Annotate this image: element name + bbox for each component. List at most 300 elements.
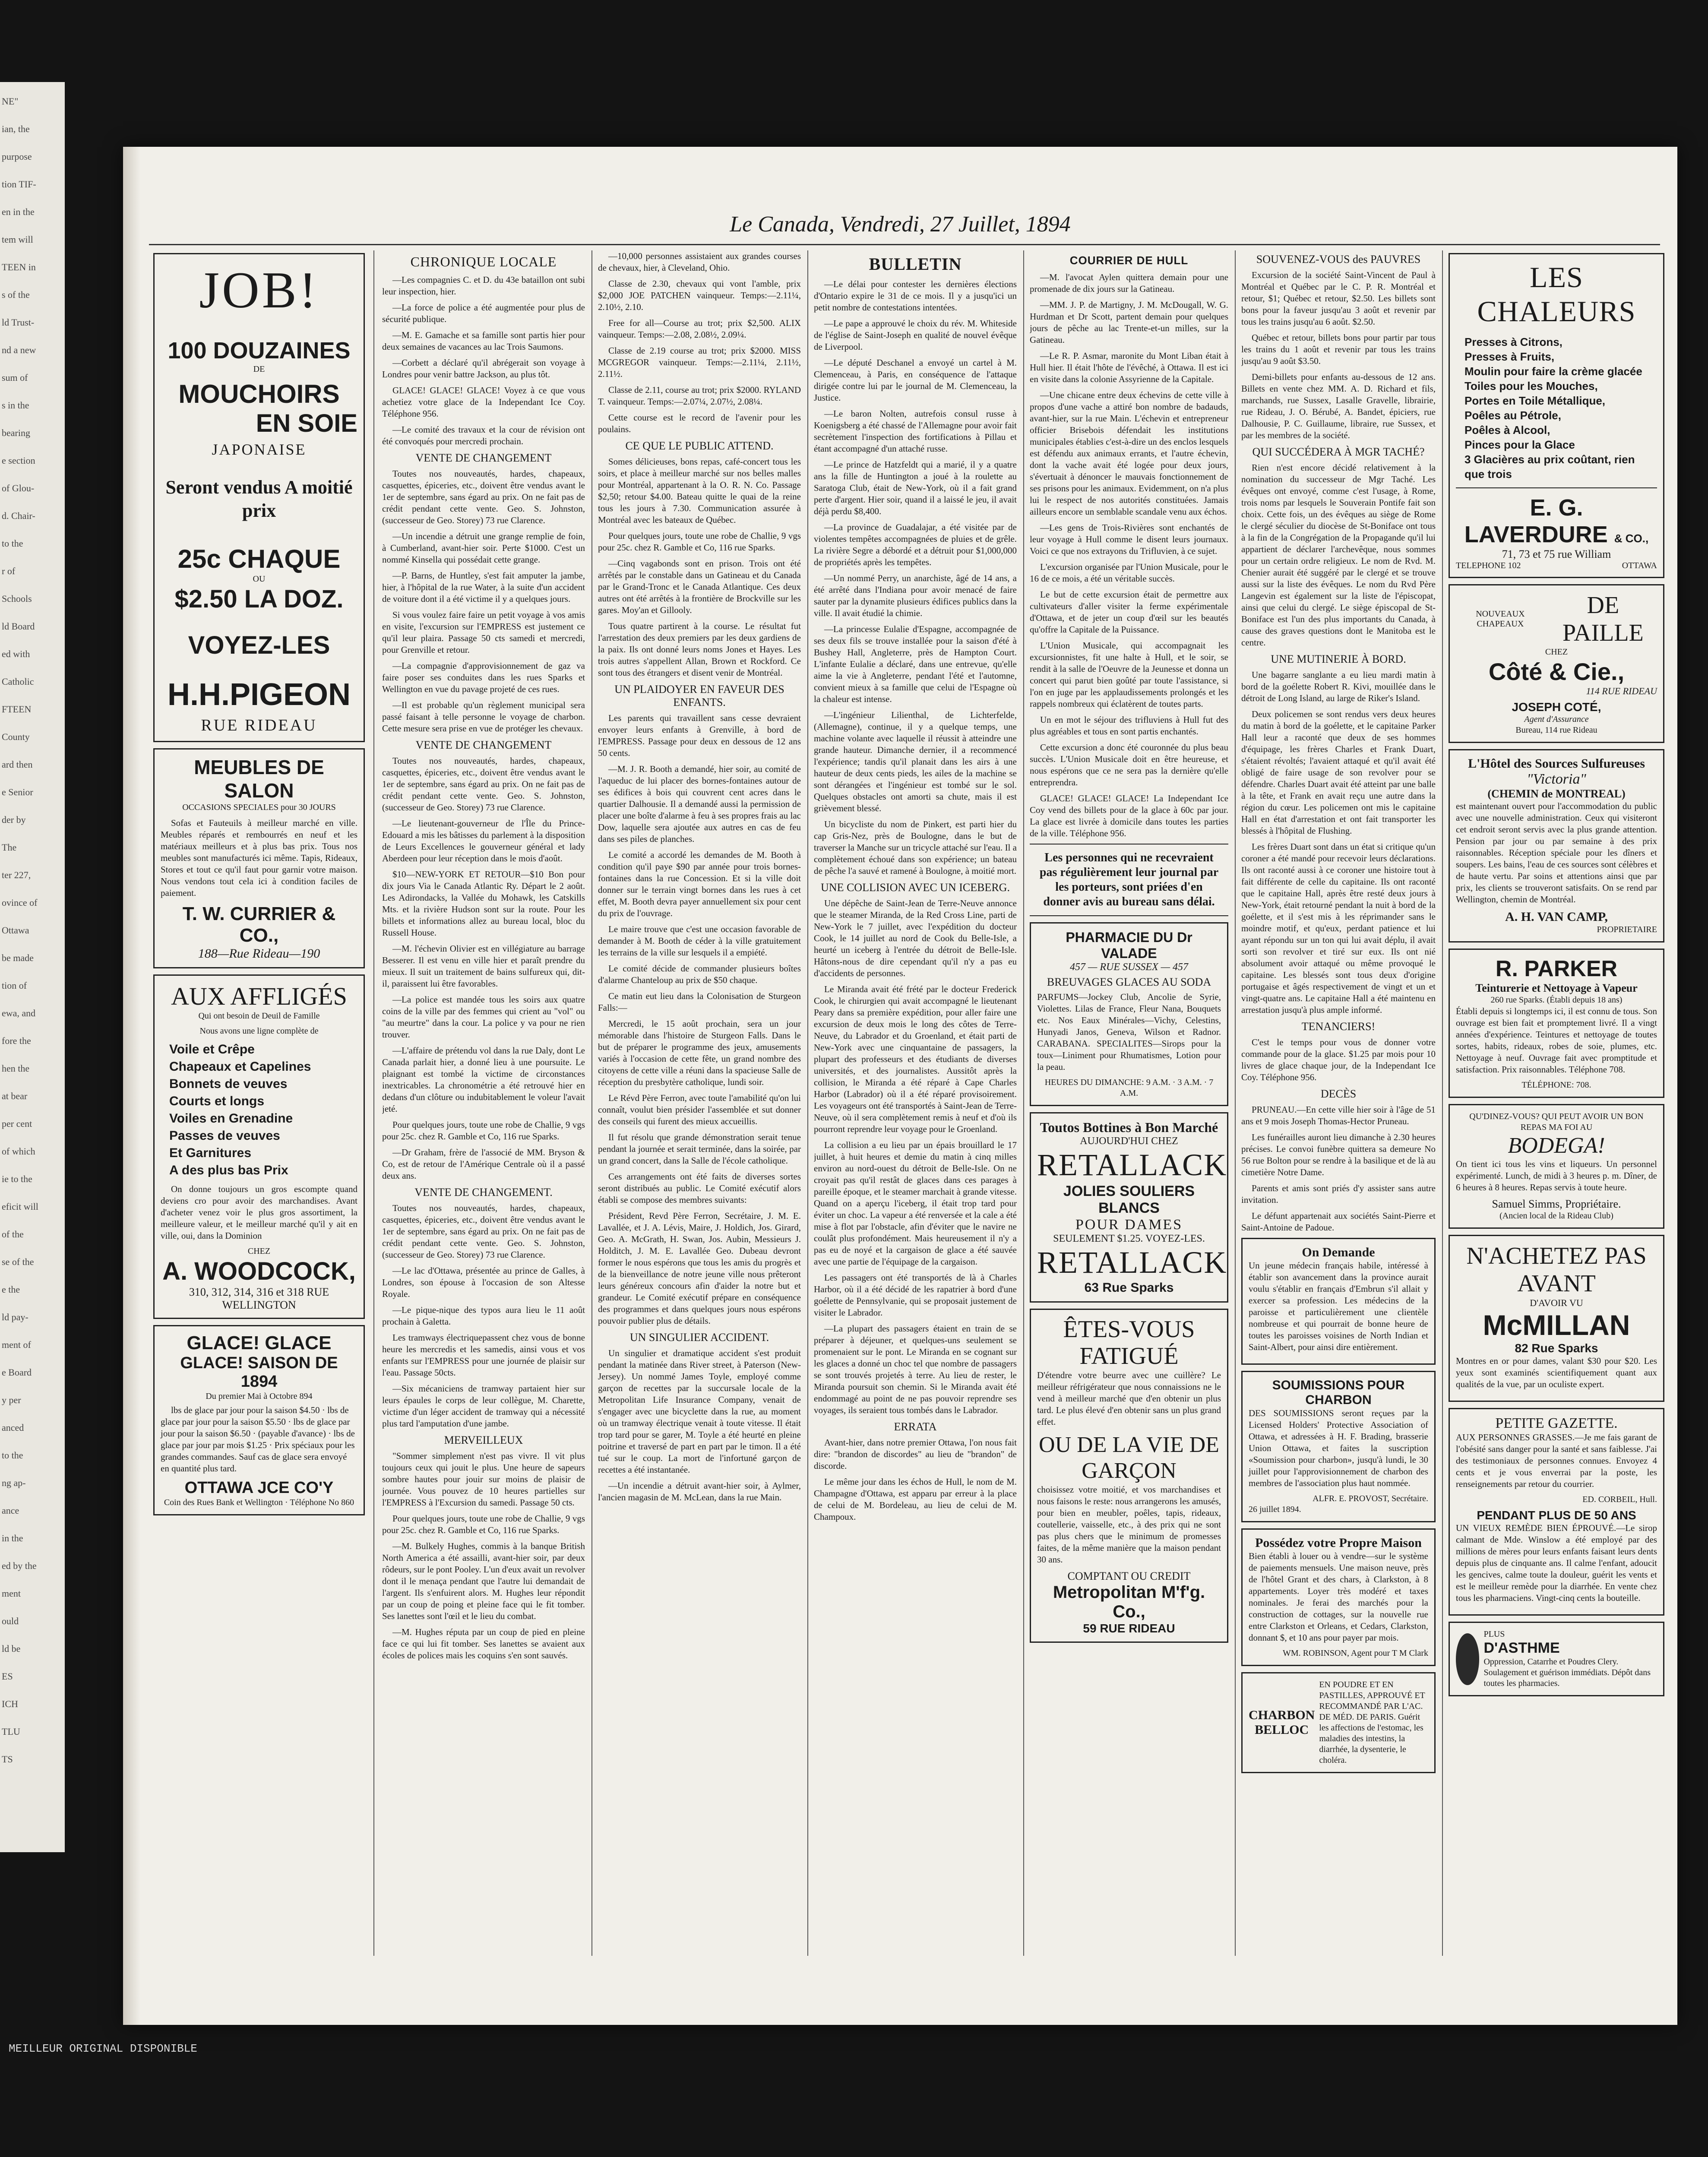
parker-sub: Teinturerie et Nettoyage à Vapeur	[1475, 982, 1638, 994]
newspaper-page	[123, 147, 1677, 2025]
article-paragraph: —L'affaire de prétendu vol dans la rue Daly, dont Le Canada parlait hier, a donné lieu à une poursuite. Le plaignant est tombé la victime de circonstances inextricables. La chronométrie a été retrouvé hier en dedans d'un clôture ou indubitablement le voleur l'avait jeté.	[382, 1045, 585, 1114]
article-paragraph: "Sommer simplement n'est pas vivre. Il vit plus toujours ceux qui jouit le plus. Une heure de sapeurs sombre hautes pour jouir sur moins de plaisir de journée. Vous pouvez de 10 heures partielles sur l'EMPRESS à l'Excursion du samedi. Passage 50 cts.	[382, 1451, 585, 1508]
previous-page-fragment: nd a new	[2, 345, 36, 355]
previous-page-edge	[0, 82, 65, 1852]
charbon-word: CHARBON	[1249, 1708, 1315, 1722]
previous-page-fragment: ed by the	[2, 1560, 37, 1571]
valade-text: PARFUMS—Jockey Club, Ancolie de Syrie, Violettes. Lilas de France, Fleur Nana, Bouquets etc. Nos Eaux Minérales—Vichy, Celestins, Hunyadi Janos, Geneva, Wilson et Radnor. CARABANA. SPECIALITES—Sirops pour la toux—Liniment pour Rhumatismes, Lotion pour la peau.	[1037, 992, 1221, 1072]
previous-page-fragment: y per	[2, 1395, 21, 1405]
page-fold	[123, 147, 140, 2025]
column-5	[1030, 250, 1228, 1956]
previous-page-fragment: anced	[2, 1422, 24, 1433]
article-paragraph: Les tramways électriquepassent chez vous de bonne heure les mercredis et les samedis, ainsi vous et vos enfants sur l'EMPRESS pour une journée de plaisir sur l'eau. Passage 50cts.	[382, 1332, 585, 1378]
article-paragraph: Pour quelques jours, toute une robe de Challie, 9 vgs pour 25c. chez R. Gamble et Co, 116 rue Sparks.	[382, 1120, 585, 1142]
asthme-logo-icon	[1456, 1633, 1479, 1685]
previous-page-fragment: to the	[2, 1450, 23, 1461]
hotel-chemin: (CHEMIN de MONTREAL)	[1487, 788, 1626, 800]
affliges-title: AUX AFFLIGÉS	[171, 982, 347, 1010]
previous-page-fragment: ES	[2, 1671, 13, 1682]
article-paragraph: Classe de 2.11, course au trot; prix $2000. RYLAND T. vainqueur. Temps:—2.07¼, 2.07½, 2.08¼.	[598, 385, 801, 407]
cote-name: Côté & Cie.,	[1488, 658, 1625, 685]
errata-heading: ERRATA	[894, 1420, 937, 1433]
column-3	[598, 250, 801, 1956]
article-paragraph: —Le prince de Hatzfeldt qui a marié, il y a quatre ans la fille de Huntington a joué à la roulette au Saratoga Club, était de New-York, où il a fait grand perte d'argent. Hier soir, quand il a laissé le jeu, il avait déjà perdu $8,400.	[814, 459, 1017, 516]
glace-saison-sub: Du premier Mai à Octobre 894	[206, 1392, 313, 1401]
joseph-sub: Agent d'Assurance	[1524, 715, 1589, 724]
chronique-heading: CHRONIQUE LOCALE	[410, 254, 557, 269]
hotel-text: est maintenant ouvert pour l'accommodation du public avec une nouvelle administration. Ceux qui visiteront cet endroit seront servis avec la plus grande attention. Pension par jour ou par semaine à des prix raisonnables. Réception spéciale pour les dîners et soupers. Les bains, l'eau de ces sources sont célèbres et de haute vertu. Par soins et attentions ainsi que par prix, les clients se trouveront satisfaits. On se rend par Wellington, chemin de Montréal.	[1456, 801, 1657, 905]
article-paragraph: —Le R. P. Asmar, maronite du Mont Liban était à Hull hier. Il était l'hôte de l'évêché, à Ottawa. Il est ici en visite dans la colonie Assyrienne de la Capitale.	[1030, 351, 1228, 384]
de-label: DE	[253, 364, 265, 374]
pauvres-paras	[1241, 269, 1436, 441]
previous-page-fragment: FTEEN	[2, 704, 32, 715]
article-paragraph: —Le baron Nolten, autrefois consul russe à Koenigsberg a été chassé de l'Allemagne pour avoir fait secrètement l'inspection des fortifications à Pillau et étant accompagné d'un attaché russe.	[814, 408, 1017, 454]
article-paragraph: Le but de cette excursion était de permettre aux cultivateurs d'aller visiter la ferme expérimentale d'Ottawa, et de jeter un coup d'œil sur les beautés qu'offre la Capitale de la Puissance.	[1030, 589, 1228, 635]
article-paragraph: Le même jour dans les échos de Hull, le nom de M. Champagne d'Ottawa, est apparu par erreur à la place de celui de M. Bordeleau, au lieu de celui de M. Champoux.	[814, 1477, 1017, 1522]
chez-label: CHEZ	[247, 1246, 271, 1256]
soumissions-sign: ALFR. E. PROVOST, Secrétaire.	[1313, 1494, 1428, 1503]
article-paragraph: Président, Revd Père Ferron, Secrétaire, J. M. E. Lavallée, et J. A. Lévis, Maire, J. Holdich, Jos. Girard, Geo. A. McGrath, H. Swan, Jos. Aubin, Messieurs J. Holditch, J. M. E. Lavallée Geo. Dubeau devront former le nous espérons que tous les amis du progrès et de la bienveillance de notre jeune ville nous prêteront leurs généreux concours afin d'aider la notre but et grandeur. Le Comité exécutif prépare en conséquence des programmes et dans quelques jours nous espérons pouvoir publier plus de détails.	[598, 1211, 801, 1326]
previous-page-fragment: en in the	[2, 206, 35, 217]
article-paragraph: Toutes nos nouveautés, hardes, chapeaux, casquettes, épiceries, etc., doivent être vendus avant le 1er de septembre, sans égard au prix. On ne fait pas de crédit pendant cette vente. Geo. S. Johnston, (successeur de Geo. Storey) 73 rue Clarence.	[382, 756, 585, 813]
article-paragraph: L'Union Musicale, qui accompagnait les excursionnistes, fit une halte à Hull, et le soir, se rendit à la salle de l'Oeuvre de la Jeunesse et donna un concert qui parut bien goûté par toute l'assistance, si l'on en juge par les applaudissements prolongés et les rappels nombreux qui éclatèrent de toutes parts.	[1030, 640, 1228, 709]
laverdure-name	[1456, 494, 1657, 548]
metropolitan-name: Metropolitan M'f'g. Co.,	[1053, 1583, 1205, 1621]
article-paragraph: —Le comité des travaux et la cour de révision ont été convoqués pour mercredi prochain.	[382, 424, 585, 446]
previous-page-fragment: of which	[2, 1146, 35, 1157]
jolies-souliers: JOLIES SOULIERS BLANCS	[1063, 1183, 1195, 1216]
article-paragraph: Les frères Duart sont dans un état si critique qu'un coroner a été mandé pour recevoir leurs déclarations. Ils ont raconté aussi à ce coroner une histoire tout à fait différente de celle du capitaine. Ils ont raconté que le capitaine Hall, après être resté deux jours à New-York, était retourné pendant la nuit à bord de la goélette, et il s'est mis à les réprimander sans le moindre motif, et qu'eux, perdant patience et lui ayant répondu sur un ton qui lui avait déplu, il avait sorti son revolver et tiré sur eux. Ils ont nié absolument avoir attaqué ou même provoqué le capitaine. Les blessés sont tous deux d'origine portugaise et âgés respectivement de vingt et un et vingt-quatre ans. Le capitaine Hall a été maintenu en arrestation jusqu'à plus ample informé.	[1241, 841, 1436, 1015]
soumissions-text: DES SOUMISSIONS seront reçues par la Licensed Holders' Protective Association of Ottawa, et adressées à H. F. Brading, brasserie Union Ottawa, et faites la suscription «Soumission pour charbon», jusqu'à lundi, le 30 juillet pour l'approvisionnement de charbon des membres de l'association plus haut nommée.	[1249, 1408, 1428, 1488]
article-paragraph: Un en mot le séjour des trifluviens à Hull fut des plus agréables et tous en sont partis enchantés.	[1030, 715, 1228, 737]
column-rule	[1442, 250, 1443, 1956]
article-paragraph: —Il est probable qu'un règlement municipal sera passé faisant à telle personne le voyage de charbon. Cette mesure sera prise en vue de protéger les chevaux.	[382, 700, 585, 734]
vente-heading: VENTE DE CHANGEMENT	[415, 452, 552, 464]
article-paragraph: Cette excursion a donc été couronnée du plus beau succès. L'Union Musicale doit en être heureuse, et nous espérons que ce ne sera pas la dernière qu'elle entreprendra.	[1030, 742, 1228, 788]
valade-ad	[1030, 922, 1228, 1106]
fatigue-text: D'étendre votre beurre avec une cuillère? Le meilleur réfrigérateur que nous connaissions ne le vend à meilleur marché que d'en obtenir un plus tard. Le plus élevé d'en obtenir sans un plus grand effet.	[1037, 1370, 1221, 1427]
seulement: SEULEMENT $1.25. VOYEZ-LES.	[1053, 1233, 1205, 1244]
vendus-moitie-prix: Seront vendus A moitié prix	[165, 477, 353, 521]
previous-page-fragment: at bear	[2, 1091, 28, 1101]
paille-label: DE PAILLE	[1563, 592, 1644, 646]
chaleurs-item: Presses à Citrons,	[1464, 335, 1563, 348]
pour-dames: POUR DAMES	[1075, 1217, 1183, 1233]
mcmillan-name: McMILLAN	[1483, 1309, 1630, 1341]
notice: Les personnes qui ne recevraient pas régulièrement leur journal par les porteurs, sont priées d'en donner avis au bureau sans délai.	[1030, 844, 1228, 916]
article-paragraph: GLACE! GLACE! GLACE! La Independant Ice Coy vend des billets pour de la glace à 60c par jour. La glace est livrée à domicile dans toutes les parties de la ville. Téléphone 956.	[1030, 793, 1228, 838]
article-paragraph: Avant-hier, dans notre premier Ottawa, l'on nous fait dire: "brandon de discordes" au lieu de "brandon" de discorde.	[814, 1437, 1017, 1471]
meubles-title: MEUBLES DE SALON	[194, 756, 324, 802]
chronique-paras	[382, 274, 585, 447]
charbon-ad	[1241, 1672, 1436, 1773]
article-paragraph: —Dr Graham, frère de l'associé de MM. Bryson & Co, est de retour de l'Amérique Centrale où il a passé deux ans.	[382, 1147, 585, 1181]
previous-page-fragment: fore the	[2, 1035, 31, 1046]
bodega-name: BODEGA!	[1508, 1133, 1605, 1158]
article-paragraph: Le comité décide de commander plusieurs boîtes d'alarme Chanteloup au prix de $50 chaque.	[598, 963, 801, 985]
accident-paras	[598, 1347, 801, 1503]
archive-footer-label: MEILLEUR ORIGINAL DISPONIBLE	[9, 2042, 197, 2055]
retallack-sub: AUJOURD'HUI CHEZ	[1080, 1135, 1178, 1147]
article-paragraph: —La force de police a été augmentée pour plus de sécurité publique.	[382, 302, 585, 324]
vente-heading-2: VENTE DE CHANGEMENT	[415, 739, 552, 751]
article-paragraph: Si vous voulez faire faire un petit voyage à vos amis en visite, l'excursion sur l'EMPRESS est justement ce qu'il leur plaira. Passage 50 cts samedi et mercredi, pour Grenville et retour.	[382, 610, 585, 655]
previous-page-fragment: ld be	[2, 1643, 21, 1654]
tache-heading: QUI SUCCÉDERA À MGR TACHÉ?	[1252, 446, 1425, 458]
demande-ad	[1241, 1238, 1436, 1365]
fatigue-title: ÊTES-VOUS FATIGUÉ	[1063, 1316, 1195, 1369]
ottawa-ice-name: OTTAWA JCE CO'Y	[184, 1479, 334, 1497]
article-paragraph: Parents et amis sont priés d'y assister sans autre invitation.	[1241, 1183, 1436, 1205]
courses-paras	[598, 250, 801, 435]
hotel-title: L'Hôtel des Sources Sulfureuses	[1468, 756, 1645, 771]
soumissions-date: 26 juillet 1894.	[1249, 1505, 1301, 1514]
previous-page-fragment: TEEN in	[2, 262, 36, 272]
article-paragraph: $10—NEW-YORK ET RETOUR—$10 Bon pour dix jours Via le Canada Atlantic Ry. Départ le 2 août. Les Adirondacks, la Vallée du Mohawk, les Catskills Mts. et la rivière Hudson sont sur la route. Pour les billets et informations allez au bureau local, bloc du Russell House.	[382, 869, 585, 938]
affliges-item: Bonnets de veuves	[169, 1077, 288, 1091]
metropolitan-ad	[1030, 1309, 1228, 1643]
previous-page-fragment: e Board	[2, 1367, 32, 1378]
chaleurs-list	[1456, 335, 1657, 481]
previous-page-fragment: ance	[2, 1505, 19, 1516]
article-paragraph: —M. Bulkely Hughes, commis à la banque British North America a été assailli, avant-hier soir, par deux rôdeurs, sur le pont Pooley. L'un d'eux avait un revolver dont il le menaça pendant que l'autre lui demandait de l'argent. Ils s'enfuirent alors. M. Hughes leur répondit par un coup de poing et pleine face qui le fit tomber. Ses lanettes sont l'œil et le lieu du combat.	[382, 1541, 585, 1621]
laverdure-name-text: E. G. LAVERDURE	[1464, 495, 1608, 547]
previous-page-fragment: e Senior	[2, 787, 33, 797]
previous-page-fragment: of Glou-	[2, 483, 35, 493]
affliges-item: Voiles en Grenadine	[169, 1111, 293, 1126]
article-paragraph: —L'ingénieur Lilienthal, de Lichterfelde, (Allemagne), continue, il y a quelque temps, une machine volante avec laquelle il réussit à atteindre une grande hauteur. Dimanche dernier, il a recommencé l'expérience; tandis qu'il planait dans les airs à une hauteur de deux cents pieds, les ailes de la machine se sont dérangées et l'ingénieur est tombé sur le sol. Quelques obstacles ont amorti sa chute, mais il est grièvement blessé.	[814, 710, 1017, 813]
glace-ad	[153, 1325, 365, 1515]
chaleurs-item: Moulin pour faire la crème glacée	[1464, 365, 1642, 378]
vente-heading-3: VENTE DE CHANGEMENT.	[414, 1186, 553, 1199]
soumissions-title: SOUMISSIONS POUR CHARBON	[1272, 1378, 1405, 1407]
currier-address: 188—Rue Rideau—190	[198, 946, 320, 961]
chaleurs-item: 3 Glacières au prix coûtant, rien que trois	[1464, 453, 1635, 481]
article-paragraph: Toutes nos nouveautés, hardes, chapeaux, casquettes, épiceries, etc., doivent être vendus avant le 1er de septembre, sans égard au prix. On ne fait pas de crédit pendant cette vente. Geo. S. Johnston, (successeur de Geo. Storey) 73 rue Clarence.	[382, 468, 585, 525]
retallack-name: RETALLACK	[1037, 1148, 1227, 1182]
column-1	[153, 250, 365, 1956]
douzaines: 100 DOUZAINES	[168, 338, 351, 364]
article-paragraph: Cette course est le record de l'avenir pour les poulains.	[598, 412, 801, 434]
article-paragraph: —La plupart des passagers étaient en train de se préparer à déjeuner, et quelques-uns seulement se promenaient sur le pont. Le Miranda en se cognant sur les glaces a donné un choc tel que nombre de passagers se sont trouvés projetés à terre. Au lieu de rester, le Miranda poursuit son chemin. Si le Miranda avait été endommagé au point de ne pas pouvoir reprendre ses voyages, ils seraient tous tombés dans le Labrador.	[814, 1323, 1017, 1415]
retallack-head: Toutos Bottines à Bon Marché	[1040, 1120, 1218, 1135]
column-rule	[807, 250, 808, 1956]
chaleurs-title: LES CHALEURS	[1477, 261, 1636, 328]
laverdure-co: & CO.,	[1614, 532, 1649, 545]
affliges-text-2: On donne toujours un gros escompte quand deviens cro pour avoir des marchandises. Avant d'acheter venez voir le plus gros assortiment, la meilleure valeur, et le meilleur marché qu'il y ait en ville, oui, dans la Dominion	[161, 1184, 357, 1241]
laverdure-tel: TELEPHONE 102	[1456, 561, 1521, 570]
previous-page-fragment: to the	[2, 538, 23, 549]
previous-page-fragment: hen the	[2, 1063, 30, 1074]
asthme-ad	[1449, 1622, 1664, 1696]
article-paragraph: Le Révd Père Ferron, avec toute l'amabilité qu'on lui connaît, voulut bien présider l'assemblée et sut donner des conseils qui furent des mieux accueillis.	[598, 1093, 801, 1126]
article-paragraph: —M. E. Gamache et sa famille sont partis hier pour deux semaines de vacances au lac Trois Saumons.	[382, 330, 585, 352]
retallack-ad	[1030, 1112, 1228, 1303]
chronique-paras-3	[382, 755, 585, 1182]
article-paragraph: Ces arrangements ont été faits de diverses sortes seront distribués au public. Le Comité exécutif alors établi se compose des membres suivants:	[598, 1171, 801, 1205]
public-paras	[598, 456, 801, 679]
iceberg-paras	[814, 898, 1017, 1416]
mcmillan-text: Montres en or pour dames, valant $30 pour $20. Les yeux sont examinés scientifiquement quant aux qualités de la vue, par un oculiste expert.	[1456, 1356, 1657, 1389]
job-ad	[153, 253, 365, 742]
previous-page-fragment: d. Chair-	[2, 510, 35, 521]
article-paragraph: —Le député Deschanel a envoyé un cartel à M. Clemenceau, à Paris, en conséquence de l'attaque dirigée contre lui par le journal de M. Clemenceau, la Justice.	[814, 357, 1017, 403]
article-paragraph: Il fut résolu que grande démonstration serait tenue pendant la journée et serait terminée, dans la soirée, par un grand concert, dans la Salle de l'école catholique.	[598, 1132, 801, 1166]
woodcock-address: 310, 312, 314, 316 et 318 RUE WELLINGTON	[189, 1286, 329, 1311]
tache-paras	[1241, 462, 1436, 648]
previous-page-fragment: der by	[2, 814, 26, 825]
japonaise: JAPONAISE	[212, 441, 307, 458]
previous-page-fragment: se of the	[2, 1256, 34, 1267]
article-paragraph: La collision a eu lieu par un épais brouillard le 17 juillet, à huit heures et demie du matin à cinq milles environ au nord-ouest du détroit de Belle-Isle. On ne croyait pas qu'il restât de glaces dans ces parages à pareille époque, et le steamer marchait à grande vitesse. Quand on a aperçu l'iceberg, il était trop tard pour éviter un choc. La vapeur a été renversée et la cale a été mise à flot par l'obstacle, afin d'éviter que le navire ne coulât plus profondément. Mais heureusement il n'y a pas eu de noyé et la cargaison de glace a été sauvée avec une partie de l'équipage de la cargaison.	[814, 1140, 1017, 1267]
voyez-les: VOYEZ-LES	[188, 631, 330, 659]
column-4	[814, 250, 1017, 1956]
mutinerie-paras	[1241, 669, 1436, 1016]
article-paragraph: Classe de 2.19 course au trot; prix $2000. MISS MCGREGOR vainqueur. Temps:—2.11¼, 2.11½, 2.11½.	[598, 345, 801, 379]
previous-page-fragment: be made	[2, 952, 34, 963]
previous-page-fragment: eficit will	[2, 1201, 38, 1212]
pigeon-address: RUE RIDEAU	[201, 716, 317, 734]
article-paragraph: —Les compagnies C. et D. du 43e bataillon ont subi leur inspection, hier.	[382, 275, 585, 297]
demande-text: Un jeune médecin français habile, intéressé à établir son avancement dans la province aurait voulu s'établir en français d'Embrun s'il allait y exercer sa profession. Les médecins de la paroisse et particulièrement une clientèle nombreuse et qui pourrait de bonne heure de toutes les paroisses voisines de North Indian et Saint-Albert, pour ainsi dire entièrement.	[1249, 1260, 1428, 1352]
deces-paras	[1241, 1104, 1436, 1233]
vancamp-sub: PROPRIETAIRE	[1597, 925, 1657, 934]
article-paragraph: Le Miranda avait été frété par le docteur Frederick Cook, le chirurgien qui avait accompagné le lieutenant Peary dans sa première expédition, pour aller faire une excursion de deux mois le long des côtes de Terre-Neuve, du Labrador et du Groenland, et était parti de New-York avec une cinquantaine de passagers, la plupart des professeurs et des étudiants de diverses universités, et des journalistes. Aussitôt après la collision, le Miranda a été réparé à Cape Charles Harbor (Labrador) où il a été réparé provisoirement. Les voyageurs ont été transportés à Saint-Jean de Terre-Neuve, où il sera complètement remis à neuf et d'où ils pourront reprendre leur voyage pour le Groenland.	[814, 984, 1017, 1134]
previous-page-fragment: purpose	[2, 151, 32, 162]
laverdure-city: OTTAWA	[1622, 561, 1657, 570]
tenanciers-heading: TENANCIERS!	[1301, 1020, 1376, 1033]
article-paragraph: Le défunt appartenait aux sociétés Saint-Pierre et Saint-Antoine de Padoue.	[1241, 1211, 1436, 1233]
courrier-paras	[1030, 272, 1228, 839]
article-paragraph: Excursion de la société Saint-Vincent de Paul à Montréal et Québec par le C. P. R. Montréal et retour, $1; Québec et retour, $2.50. Les billets sont bons pour la faveur jusqu'au 3 août et revenir par tous les trains jusqu'au 6 août. $2.50.	[1241, 270, 1436, 327]
ottawa-ice-address: Coin des Rues Bank et Wellington · Téléphone No 860	[164, 1498, 354, 1507]
pauvres-heading: SOUVENEZ-VOUS des PAUVRES	[1256, 253, 1421, 266]
achetez: N'ACHETEZ PAS AVANT	[1466, 1243, 1647, 1297]
column-rule	[1023, 250, 1024, 1956]
bulletin-heading: BULLETIN	[869, 254, 962, 274]
bodega-text: On tient ici tous les vins et liqueurs. Un personnel expérimenté. Lunch, de midi à 3 heures p. m. Dîner, de 6 heures à 8 heures. Repas servis à toute heure.	[1456, 1159, 1657, 1192]
article-paragraph: —La police est mandée tous les soirs aux quatre coins de la ville par des femmes qui crient au "vol" ou "au meurtre" dans la cour. La police y va pour ne rien trouver.	[382, 994, 585, 1040]
article-paragraph: Le comité a accordé les demandes de M. Booth à condition qu'il paye $90 par année pour trois bornes-fontaines dans la rue Concession. Et si la ville doit donner sur le terrain vingt bornes dans les rues à cet effet, M. Booth devra payer annuellement six pour cent du prix de l'ouvrage.	[598, 850, 801, 918]
article-paragraph: —La compagnie d'approvisionnement de gaz va faire poser ses conduites dans les rues Sparks et Wellington en vue du pavage projeté de ces rues.	[382, 661, 585, 694]
mcmillan-address: 82 Rue Sparks	[1515, 1341, 1598, 1355]
previous-page-fragment: bearing	[2, 427, 30, 438]
previous-page-fragment: tion TIF-	[2, 179, 36, 190]
previous-page-fragment: in the	[2, 1533, 23, 1543]
article-paragraph: —Corbett a déclaré qu'il abrégerait son voyage à Londres pour venir battre Jackson, au plus tôt.	[382, 357, 585, 380]
affliges-item: Chapeaux et Capelines	[169, 1060, 311, 1074]
glace-title: GLACE! GLACE	[187, 1332, 332, 1354]
article-paragraph: —M. Hughes réputa par un coup de pied en pleine face ce qui lui fit tomber. Ses lanettes se avaient aux écoles de polices mais les coquins s'en sont sauvés.	[382, 1627, 585, 1660]
article-paragraph: Free for all—Course au trot; prix $2,500. ALIX vainqueur. Temps:—2.08, 2.08½, 2.09¼.	[598, 318, 801, 340]
masthead-rule	[149, 244, 1660, 245]
chaleurs-item: Portes en Toile Métallique,	[1464, 394, 1606, 407]
article-paragraph: —P. Barns, de Huntley, s'est fait amputer la jambe, hier, à l'hôpital de la rue Water, à la suite d'un accident de voiture dont il a été victime il y a quelques jours.	[382, 570, 585, 604]
affliges-item: Passes de veuves	[169, 1129, 280, 1143]
article-paragraph: —Six mécaniciens de tramway partaient hier sur leurs épaules le corps de leur collègue, M. Charette, victime d'un léger accident de tramway qui a nécessité plus tard l'amputation d'une jambe.	[382, 1383, 585, 1429]
previous-page-fragment: ard then	[2, 759, 33, 770]
errata-paras	[814, 1437, 1017, 1523]
laverdure-ad	[1449, 253, 1664, 578]
masthead	[123, 212, 1677, 237]
maison-sign: WM. ROBINSON, Agent pour T M Clark	[1282, 1648, 1428, 1658]
previous-page-fragment: ter 227,	[2, 870, 31, 880]
gazette-title: PETITE GAZETTE.	[1495, 1415, 1618, 1431]
article-paragraph: Un bicycliste du nom de Pinkert, est parti hier du cap Gris-Nez, près de Boulogne, dans le but de traverser la Manche sur un tricycle attaché sur l'eau. Il a complètement échoué dans son expérience; un bateau de pêche l'a sauvé et ramené à Boulogne, à moitié mort.	[814, 819, 1017, 876]
affliges-item: Courts et longs	[169, 1094, 265, 1108]
article-paragraph: Tous quatre partirent à la course. Le résultat fut l'arrestation des deux premiers par les deux gardiens de la paix. Ils ont donné leurs noms Jones et Hayes. Les trois autres s'appellent Allan, Brown et Rockford. Ce sont tous des étrangers et disent venir de Montréal.	[598, 621, 801, 678]
article-paragraph: —Le délai pour contester les dernières élections d'Ontario expire le 31 de ce mois. Il y a jusqu'ici un petit nombre de contestations intentées.	[814, 279, 1017, 313]
previous-page-fragment: TLU	[2, 1726, 20, 1737]
article-paragraph: Pour quelques jours, toute une robe de Challie, 9 vgs pour 25c. chez R. Gamble et Co, 116 rue Sparks.	[382, 1513, 585, 1535]
article-paragraph: —MM. J. P. de Martigny, J. M. McDougall, W. G. Hurdman et Dr Scott, partent demain pour quelques jours de pêche au lac Trente-et-un milles, sur la Gatineau.	[1030, 300, 1228, 345]
gazette-ad	[1449, 1408, 1664, 1616]
courrier-heading: COURRIER DE HULL	[1069, 254, 1189, 267]
parker-name: R. PARKER	[1495, 956, 1618, 981]
tenanciers-paras	[1241, 1037, 1436, 1083]
column-2	[382, 250, 585, 1956]
previous-page-fragment: ld Board	[2, 621, 35, 632]
gazette-sign: ED. CORBEIL, Hull.	[1582, 1495, 1657, 1504]
affliges-sub: Qui ont besoin de Deuil de Famille	[198, 1011, 320, 1021]
belloc-word: BELLOC	[1255, 1723, 1309, 1737]
article-paragraph: —10,000 personnes assistaient aux grandes courses de chevaux, hier, à Cleveland, Ohio.	[598, 251, 801, 273]
comptant: COMPTANT OU CREDIT	[1067, 1570, 1191, 1582]
simms-name: Samuel Simms, Propriétaire.	[1492, 1198, 1621, 1210]
asthme-text-block	[1483, 1629, 1657, 1689]
vancamp-name: A. H. VAN CAMP,	[1505, 910, 1608, 924]
previous-page-fragment: Schools	[2, 593, 32, 604]
article-paragraph: —Un incendie a détruit une grange remplie de foin, à Cumberland, avant-hier soir. Perte $1000. C'est un nommé Kinsella qui possédait cette grange.	[382, 531, 585, 565]
vie-title: OU DE LA VIE DE GARÇON	[1039, 1433, 1219, 1483]
article-paragraph: Pour quelques jours, toute une robe de Challie, 9 vgs pour 25c. chez R. Gamble et Co, 116 rue Sparks.	[598, 531, 801, 553]
previous-page-fragment: r of	[2, 566, 16, 576]
affliges-item: Voile et Crêpe	[169, 1042, 255, 1056]
cinquante-text: UN VIEUX REMÈDE BIEN ÉPROUVÉ.—Le sirop calmant de Mde. Winslow a été employé par des millions de mères pour leurs enfants faisant leurs dents depuis plus de cinquante ans. Il calme l'enfant, adoucit les gencives, calme toute la douleur, guérit les vents et est le meilleur remède pour la diarrhée. En vente chez tous les pharmaciens. Vingt-cinq cents la bouteille.	[1456, 1523, 1657, 1603]
column-rule	[373, 250, 374, 1956]
maison-text: Bien établi à louer ou à vendre—sur le système de paiements mensuels. Une maison neuve, près de l'hôtel Grant et des chars, à Clarkston, à 8 appartements. Loyer très modéré et taxes nominales. Je ferai des marchés pour la construction de cottages, sur la nouvelle rue entre Clarkston et Orleans, et Cedars, Clarkston, donnant $, et 10 ans pour payer par mois.	[1249, 1551, 1428, 1643]
article-paragraph: —M. l'échevin Olivier est en villégiature au barrage Besserer. Il est venu en ville hier et paraît prendre du mieux. Il suit un traitement de bains sulfureux qui, dit-il, paraissent lui être favorables.	[382, 943, 585, 989]
affliges-text: Nous avons une ligne complète de	[199, 1026, 319, 1036]
deces-heading: DECÈS	[1320, 1088, 1357, 1100]
bodega-ad	[1449, 1104, 1664, 1229]
masthead-title: Le Canada,	[730, 212, 835, 237]
article-paragraph: —Cinq vagabonds sont en prison. Trois ont été arrêtés par le constable dans un Gatineau et du Canada par le Grand-Tronc et le Canada Atlantique. Ces deux autres ont été arrêtés à la frontière de Brockville sur les gares. Moy'an et Gillooly.	[598, 558, 801, 615]
previous-page-fragment: s in the	[2, 400, 29, 411]
cote-ad	[1449, 584, 1664, 743]
accident-heading: UN SINGULIER ACCIDENT.	[629, 1331, 769, 1344]
article-paragraph: —M. l'avocat Aylen quittera demain pour une promenade de dix jours sur la Gatineau.	[1030, 272, 1228, 294]
article-paragraph: GLACE! GLACE! GLACE! Voyez à ce que vous achetiez votre glace de la Independant Ice Coy. Téléphone 956.	[382, 385, 585, 419]
maison-title: Possédez votre Propre Maison	[1255, 1536, 1422, 1550]
valade-sub: BREUVAGES GLACES AU SODA	[1047, 976, 1211, 988]
asthme-title: D'ASTHME	[1483, 1640, 1560, 1656]
affliges-item: A des plus bas Prix	[169, 1163, 288, 1177]
article-paragraph: L'excursion organisée par l'Union Musicale, pour le 16 de ce mois, a été un véritable succès.	[1030, 562, 1228, 584]
bodega-intro: QU'DINEZ-VOUS? QUI PEUT AVOIR UN BON REPAS MA FOI AU	[1469, 1112, 1644, 1132]
column-rule	[591, 250, 592, 1956]
merveilleux-heading: MERVEILLEUX	[444, 1434, 523, 1446]
charbon-text: EN POUDRE ET EN PASTILLES, APPROUVÉ ET RECOMMANDÉ PAR L'AC. DE MÉD. DE PARIS. Guérit les affections de l'estomac, les maladies des intestins, la diarrhée, la dysenterie, le choléra.	[1319, 1680, 1425, 1765]
previous-page-fragment: e the	[2, 1284, 20, 1295]
article-paragraph: Rien n'est encore décidé relativement à la nomination du successeur de Mgr Taché. Les évêques ont envoyé, comme c'est l'usage, à Rome, trois noms par lesquels le Souverain Pontife fait son choix. Cette fois, un des évêques au siège de Rome le clergé séculier du diocèse de St-Boniface ont tous à la fin de la Congrégation de la Propagande qu'il lui appartient de déclarer l'archevêque, nous sommes pour un certain ordre religieux. Le nom de Rvd. M. Chenier aurait été suggéré par le clergé et se trouve aussi sur la liste des évêques. Le nom du Rvd Père Langevin est également sur la liste de l'épiscopat, ainsi que celui du clergé. Le siège épiscopal de St-Boniface est l'un des plus importants du Canada, à cause des graves questions dont le Manitoba est le centre.	[1241, 462, 1436, 648]
previous-page-fragment: ed with	[2, 648, 30, 659]
en-soie: EN SOIE	[256, 409, 357, 437]
previous-page-fragment: ie to the	[2, 1173, 32, 1184]
article-paragraph: —Le pique-nique des typos aura lieu le 11 août prochain à Galetta.	[382, 1305, 585, 1327]
laverdure-address: 71, 73 et 75 rue William	[1502, 548, 1611, 560]
article-paragraph: —Un nommé Perry, un anarchiste, âgé de 14 ans, a été arrêté dans l'Indiana pour avoir menacé de faire sauter par la dynamite plusieurs édifices publics dans la ville. Il avait étudié la chimie.	[814, 573, 1017, 618]
chapeaux-label: NOUVEAUX CHAPEAUX	[1476, 609, 1525, 629]
retallack-name-2: RETALLACK	[1037, 1245, 1227, 1280]
article-paragraph: C'est le temps pour vous de donner votre commande pour de la glace. $1.25 par mois pour 10 livres de glace chaque jour, de la Independant Ice Coy. Téléphone 956.	[1241, 1037, 1436, 1082]
previous-page-fragment: ovince of	[2, 897, 38, 908]
article-paragraph: Les passagers ont été transportés de là à Charles Harbor, où il a été décidé de les rapatrier à bord d'une goélette de Pennsylvanie, qui se proposait justement de visiter le Labrador.	[814, 1272, 1017, 1318]
article-paragraph: Toutes nos nouveautés, hardes, chapeaux, casquettes, épiceries, etc., doivent être vendus avant le 1er de septembre, sans égard au prix. On ne fait pas de crédit pendant cette vente. Geo. S. Johnston, (successeur de Geo. Storey) 73 rue Clarence.	[382, 1203, 585, 1260]
article-paragraph: Mercredi, le 15 août prochain, sera un jour mémorable dans l'histoire de Sturgeon Falls. Dans le but de préparer le programme des jeux, amusements variés à l'occasion de cette fête, un grand nombre des citoyens de cette ville a réuni dans la spacieuse Salle de réception du presbytère catholique, lundi soir.	[598, 1018, 801, 1087]
article-paragraph: Demi-billets pour enfants au-dessous de 12 ans. Billets en vente chez MM. A. D. Richard et fils, marchands, rue Sussex, Lasalle Gravelle, librairie, rue Rideau, J. O. Bérubé, A. Bandet, épiciers, rue Dalhousie, P. C. Guillaume, libraire, rue Sussex, et par les membres de la société.	[1241, 372, 1436, 440]
davoir: D'AVOIR VU	[1530, 1297, 1583, 1308]
previous-page-fragment: ould	[2, 1616, 19, 1626]
affliges-item: Et Garnitures	[169, 1146, 252, 1160]
previous-page-fragment: TS	[2, 1754, 13, 1765]
article-paragraph: PRUNEAU.—En cette ville hier soir à l'âge de 51 ans et 9 mois Joseph Thomas-Hector Pruneau.	[1241, 1104, 1436, 1126]
charbon-label	[1249, 1708, 1315, 1737]
chaleurs-item: Poêles à Alcool,	[1464, 424, 1550, 436]
previous-page-fragment: of the	[2, 1229, 24, 1240]
parker-text: Établi depuis si longtemps ici, il est connu de tous. Son ouvrage est bien fait et promptement livré. Il a vingt années d'expérience. Teintures et nettoyage de toutes sortes, habits, rideaux, robes de soie, plumes, etc. Nettoyage à neuf. Ouvrage fait avec promptitude et satisfaction. Prix raisonnables. Téléphone 708.	[1456, 1006, 1657, 1075]
article-paragraph: Ce matin eut lieu dans la Colonisation de Sturgeon Falls:—	[598, 991, 801, 1013]
article-paragraph: —Le lieutenant-gouverneur de l'Île du Prince-Edouard a mis les bâtisses du parlement à la disposition de Leurs Excellences le gouverneur général et lady Aberdeen pour leur réception dans le mois d'août.	[382, 818, 585, 863]
column-7	[1449, 250, 1664, 1956]
glace-saison: GLACE! SAISON DE 1894	[180, 1354, 338, 1391]
joseph-address: Bureau, 114 rue Rideau	[1515, 725, 1597, 735]
gazette-text: AUX PERSONNES GRASSES.—Je me fais garant de l'obésité sans danger pour la santé et sans faiblesse. J'ai des testimoniaux de personnes connues. Envoyez 4 cents et je vous enverrai par la poste, les renseignements par retour du courrier.	[1456, 1432, 1657, 1489]
previous-page-fragment: e section	[2, 455, 35, 466]
previous-page-fragment: s of the	[2, 289, 30, 300]
parker-ad	[1449, 949, 1664, 1098]
joseph-cote: JOSEPH COTÉ,	[1512, 700, 1601, 714]
affliges-list	[161, 1041, 357, 1179]
article-paragraph: Une bagarre sanglante a eu lieu mardi matin à bord de la goélette Robert R. Kivi, mouillée dans le détroit de Long Island, au large de Riker's Island.	[1241, 670, 1436, 703]
retallack-address: 63 Rue Sparks	[1084, 1281, 1174, 1295]
article-paragraph: Deux policemen se sont rendus vers deux heures du matin à bord de la goélette, et le capitaine Parker Hall leur a raconté que deux de ses hommes d'équipage, les frères Charles et Frank Duart, s'étaient révoltés; l'avaient attaqué et qu'il avait été obligé de faire usage de son revolver pour se défendre. Charles Duart avait été atteint par une balle à la tête, et Frank en avait reçu une autre dans la région du cœur. Les policemen ont mis le capitaine Hall en état d'arrestation et ont fait transporter les blessés à l'hôpital de Flushing.	[1241, 709, 1436, 836]
affliges-ad	[153, 974, 365, 1319]
iceberg-heading: UNE COLLISION AVEC UN ICEBERG.	[821, 881, 1010, 894]
glace-prices: lbs de glace par jour pour la saison $4.50 · lbs de glace par jour pour la saison $5.50 · lbs de glace par jour pour la saison $6.50 · (payable d'avance) · lbs de glace par jour par mois $1.25 · Prix spéciaux pour les grandes commandes. Sauf cas de glace sera envoyé en quantité plus tard.	[161, 1405, 355, 1474]
mouchoirs: MOUCHOIRS	[178, 380, 340, 408]
cote-address: 114 RUE RIDEAU	[1586, 686, 1657, 696]
prix-douzaine: $2.50 LA DOZ.	[174, 585, 344, 613]
valade-title: PHARMACIE DU Dr VALADE	[1066, 930, 1192, 961]
article-paragraph: Québec et retour, billets bons pour partir par tous les trains du 1 août et revenir par tous les trains jusqu'au 9 août $3.50.	[1241, 332, 1436, 366]
parker-tel: TÉLÉPHONE: 708.	[1521, 1080, 1591, 1090]
previous-page-fragment: The	[2, 842, 17, 853]
article-paragraph: Classe de 2.30, chevaux qui vont l'amble, prix $2,000 JOE PATCHEN vainqueur. Temps:—2.11¼, 2.10½, 2.10.	[598, 278, 801, 312]
article-paragraph: Somes délicieuses, bons repas, café-concert tous les soirs, et place à meilleur marché sur nos belles malles pour Montréal, appartenant à la O. R. N. Co. Passage $2,50; retour $4.00. Bateau quitte le quai de la reine tous les jours à 7.30. Communication assurée à Montréal avec les bateaux de Québec.	[598, 456, 801, 525]
paille-line	[1456, 591, 1657, 647]
previous-page-fragment: ment	[2, 1588, 21, 1599]
mutinerie-heading: UNE MUTINERIE À BORD.	[1271, 653, 1406, 665]
previous-page-fragment: per cent	[2, 1118, 32, 1129]
metropolitan-address: 59 RUE RIDEAU	[1083, 1622, 1175, 1635]
parker-address: 260 rue Sparks. (Établi depuis 18 ans)	[1490, 995, 1623, 1005]
masthead-date: Vendredi, 27 Juillet, 1894	[840, 212, 1071, 237]
plaidoyer-heading: UN PLAIDOYER EN FAVEUR DES ENFANTS.	[614, 683, 784, 708]
chaleurs-item: Pinces pour la Glace	[1464, 438, 1575, 451]
article-paragraph: Les parents qui travaillent sans cesse devraient envoyer leurs enfants à Grenville, à bord de l'EMPRESS. Passage pour deux en dessous de 12 ans 50 cents.	[598, 713, 801, 758]
simms-sub: (Ancien local de la Rideau Club)	[1499, 1211, 1613, 1221]
